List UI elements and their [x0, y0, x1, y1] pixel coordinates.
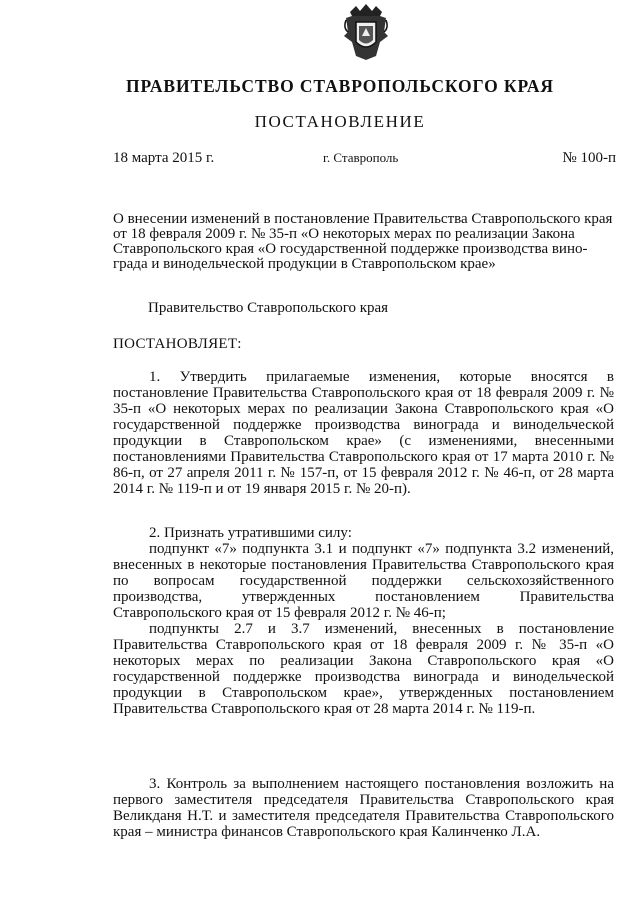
clause-3-text: 3. Контроль за выполнением настоящего постановления возложить на первого заместителя председателя Правительства Ставропольского края Великданя Н.Т. и заместителя председателя Правительства Ставропольского края – министра финансов Ставропольского края Калинченко Л.А. — [113, 776, 614, 840]
government-title: ПРАВИТЕЛЬСТВО СТАВРОПОЛЬСКОГО КРАЯ — [126, 76, 554, 96]
issuing-authority: Правительство Ставропольского края — [148, 300, 389, 316]
document-date: 18 марта 2015 г. — [113, 150, 215, 166]
clause-2-subitem-a: подпункт «7» подпункта 3.1 и подпункт «7» подпункта 3.2 изменений, внесенных в некоторые постановления Правительства Ставропольского края по вопросам государственной поддержки сельскохозяйственного производства, утвержденных постановлением Правительства Ставропольского края от 15 февраля 2012 г. № 46-п; — [113, 541, 614, 621]
resolves-heading: ПОСТАНОВЛЯЕТ: — [113, 336, 242, 352]
clause-1-text: 1. Утвердить прилагаемые изменения, которые вносятся в постановление Правительства Ставропольского края от 18 февраля 2009 г. № 35-п «О некоторых мерах по реализации Закона Ставропольского края «О государственной поддержке производства винограда и винодельческой продукции в Ставропольском крае» (с изменениями, внесенными постановлениями Правительства Ставропольского края от 17 марта 2010 г. № 86-п, от 27 апреля 2011 г. № 157-п, от 15 февраля 2012 г. № 46-п, от 28 марта 2014 г. № 119-п и от 19 января 2015 г. № 20-п). — [113, 369, 614, 497]
subject-line: от 18 февраля 2009 г. № 35-п «О некоторых мерах по реализации Закона — [113, 226, 575, 242]
document-subject — [113, 212, 613, 272]
subject-line: О внесении изменений в постановление Правительства Ставропольского края — [113, 211, 613, 227]
clause-3 — [113, 776, 614, 840]
coat-of-arms-icon — [342, 2, 390, 62]
subject-line: Ставропольского края «О государственной поддержке производства вино- — [113, 241, 588, 257]
clause-2-intro: 2. Признать утратившими силу: — [149, 525, 352, 541]
document-city: г. Ставрополь — [323, 150, 399, 165]
document-type: ПОСТАНОВЛЕНИЕ — [254, 112, 426, 131]
clause-2-subitem-b: подпункты 2.7 и 3.7 изменений, внесенных в постановление Правительства Ставропольского края от 18 февраля 2009 г. № 35-п «О некоторых мерах по реализации Закона Ставропольского края «О государственной поддержке производства винограда и винодельческой продукции в Ставропольском крае», утвержденных постановлением Правительства Ставропольского края от 28 марта 2014 г. № 119-п. — [113, 621, 614, 717]
subject-line: града и винодельческой продукции в Ставропольском крае» — [113, 256, 496, 272]
clause-2 — [113, 525, 614, 717]
clause-1 — [113, 369, 614, 497]
document-number: № 100-п — [562, 150, 616, 166]
